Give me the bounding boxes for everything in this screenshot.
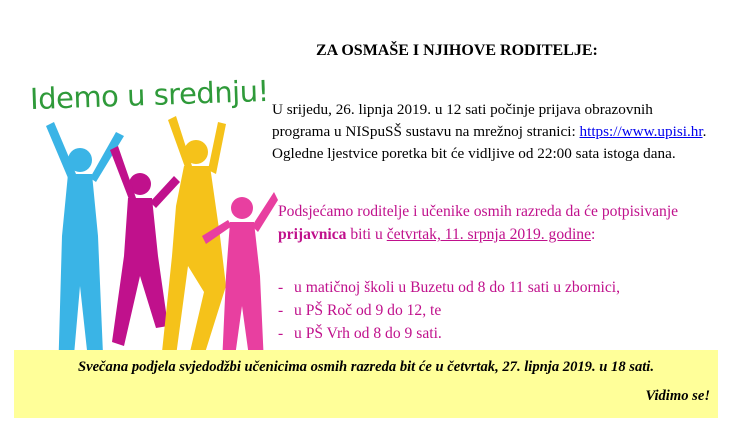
list-item: - u PŠ Vrh od 8 do 9 sati. <box>278 325 442 342</box>
list-item: - u PŠ Roč od 9 do 12, te <box>278 302 442 319</box>
intro-text-before-link: U srijedu, 26. lipnja 2019. u 12 sati počinje prijava obrazovnih programa u NISpuSŠ sustavu na mrežnoj stranici: <box>272 101 653 140</box>
upisi-link[interactable]: https://www.upisi.hr <box>579 123 703 140</box>
reminder-strong-word: prijavnica <box>278 226 347 243</box>
reminder-date: četvrtak, 11. srpnja 2019. godine <box>386 226 591 243</box>
location-text: u PŠ Roč od 9 do 12, te <box>294 302 442 319</box>
list-item: - u matičnoj školi u Buzetu od 8 do 11 sati u zbornici, <box>278 279 620 296</box>
logo-slogan: Idemo u srednju! <box>29 73 270 117</box>
locations-list <box>278 276 620 345</box>
reminder-text-3: : <box>591 226 596 243</box>
dancing-figures-illustration <box>28 116 278 388</box>
idemo-u-srednju-logo <box>8 38 270 350</box>
banner-sign-off: Vidimo se! <box>645 388 710 404</box>
blue-figure <box>46 122 124 378</box>
location-text: u matičnoj školi u Buzetu od 8 do 11 sati u zbornici, <box>294 279 620 296</box>
reminder-text-1: Podsjećamo roditelje i učenike osmih razreda da će potpisivanje <box>278 203 679 220</box>
page-title: ZA OSMAŠE I NJIHOVE RODITELJE: <box>316 42 598 59</box>
intro-paragraph <box>272 99 712 165</box>
announcement-banner <box>14 350 718 418</box>
banner-text: Svečana podjela svjedodžbi učenicima osmih razreda bit će u četvrtak, 27. lipnja 2019. u 18 sati. <box>77 359 655 375</box>
location-text: u PŠ Vrh od 8 do 9 sati. <box>294 325 442 342</box>
reminder-text-2: biti u <box>346 226 387 243</box>
reminder-paragraph <box>278 200 718 246</box>
intro-text-after-link: . Ogledne ljestvice poretka bit će vidljive od 22:00 sata istoga dana. <box>272 123 707 162</box>
